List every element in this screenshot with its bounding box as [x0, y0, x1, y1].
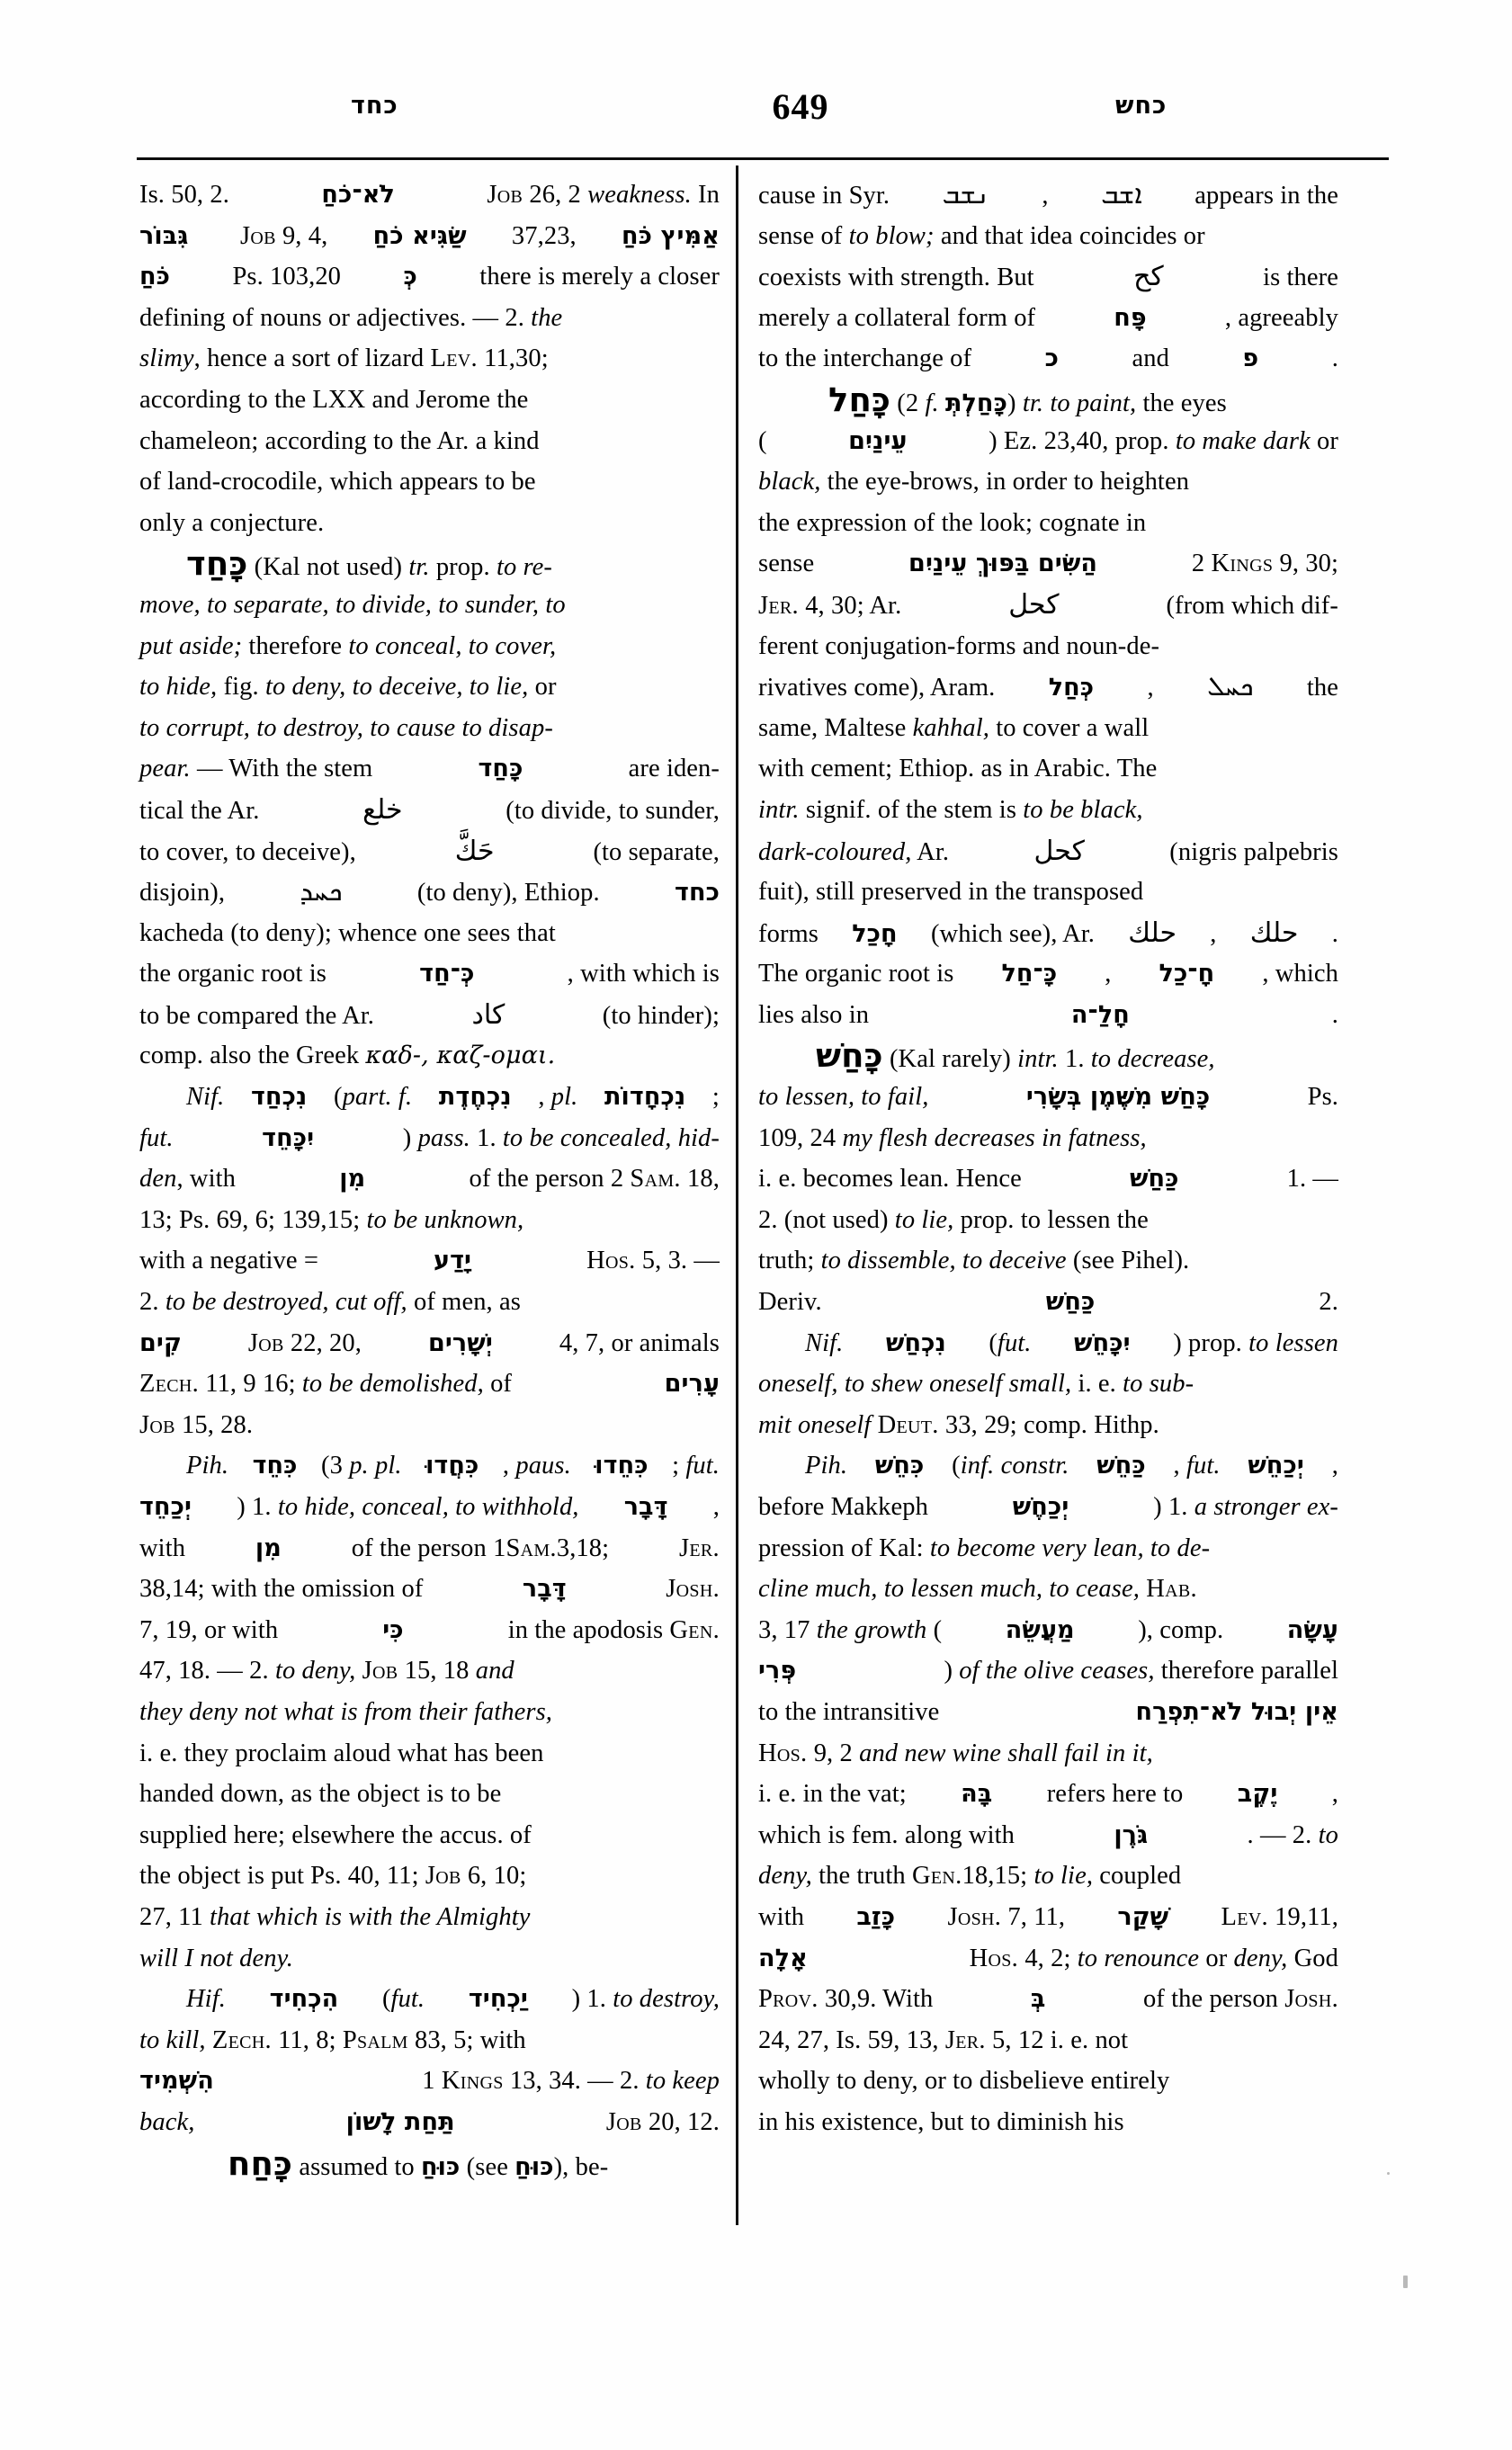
text-line: פְּרִי ) of the olive ceases, therefore parallel — [758, 1657, 1338, 1685]
scan-speck — [1387, 2172, 1390, 2175]
text-line: will I not deny. — [139, 1944, 293, 1972]
text-line: put aside; therefore to conceal, to cover, — [139, 631, 557, 660]
text-line: which is fem. along with גֹּרֶן . — 2. to — [758, 1820, 1338, 1849]
text-line: according to the LXX and Jerome the — [139, 385, 529, 414]
text-line: כֹּחַ Ps. 103,20 כְּ there is merely a closer — [139, 263, 720, 291]
text-line: move, to separate, to divide, to sunder, to — [139, 590, 566, 619]
text-line: kacheda (to deny); whence one sees that — [139, 918, 556, 947]
scan-speck — [1403, 2276, 1408, 2288]
text-line: 3, 17 the growth ( מַעֲשֵׂה ), comp. עָשָׂה — [758, 1615, 1338, 1644]
text-line: גִּבּוֹר Job 9, 4, שַׂגִּיא כֹחַ 37,23, אַמִּיץ כֹּחַ — [139, 221, 720, 250]
text-line: the object is put Ps. 40, 11; Job 6, 10; — [139, 1862, 527, 1891]
right-column — [758, 174, 1338, 2143]
text-line: יְכַחֵד ) 1. to hide, conceal, to withhold, דָּבָר , — [139, 1493, 720, 1521]
text-line: rivatives come), Aram. כְּחַל , ܟܚܠ the — [758, 671, 1338, 703]
entry-heading-kachash: כָּחַשׁ (Kal rarely) intr. 1. to decrease, — [816, 1036, 1215, 1076]
text-line: 109, 24 my flesh decreases in fatness, — [758, 1123, 1147, 1152]
text-line: Nif. נִכְחַשׁ (fut. יִכָּחֵשׁ ) prop. to lessen — [805, 1328, 1338, 1357]
text-line: to be compared the Ar. كاد (to hinder); — [139, 998, 720, 1031]
text-line: pression of Kal: to become very lean, to de- — [758, 1533, 1211, 1562]
text-line: tical the Ar. خلع (to divide, to sunder, — [139, 793, 720, 826]
text-line: den, with מִן of the person 2 Sam. 18, — [139, 1165, 720, 1194]
text-line: 38,14; with the omission of דָּבָר Josh. — [139, 1575, 720, 1604]
text-line: the organic root is כְּ־חַד , with which is — [139, 960, 720, 988]
text-line: Deriv. כַּחַשׁ 2. — [758, 1288, 1338, 1317]
text-line: before Makkeph יְכַחֶשׁ ) 1. a stronger ex- — [758, 1493, 1338, 1521]
text-line: 7, 19, or with כִּי in the apodosis Gen. — [139, 1615, 720, 1644]
text-line: to kill, Zech. 11, 8; Psalm 83, 5; with — [139, 2025, 526, 2054]
text-line: pear. — With the stem כָּחַד are iden- — [139, 755, 720, 783]
text-line: 27, 11 that which is with the Almighty — [139, 1902, 531, 1931]
text-line: fut. יִכָּחֵד ) pass. 1. to be concealed, hid- — [139, 1123, 720, 1152]
running-head-left: כחד — [351, 92, 398, 120]
text-line: i. e. in the vat; בָּהּ refers here to יֶקֶב , — [758, 1780, 1338, 1809]
text-line: 47, 18. — 2. to deny, Job 15, 18 and — [139, 1657, 514, 1685]
text-line: they deny not what is from their fathers, — [139, 1697, 553, 1726]
text-line: to cover, to deceive), حَكَّ (to separate, — [139, 835, 720, 867]
text-line: back, תַּחַת לָשׁוֹן Job 20, 12. — [139, 2107, 720, 2136]
text-line: with כָּזַב Josh. 7, 11, שָׁקַר Lev. 19,11, — [758, 1902, 1338, 1931]
text-line: forms חָכַל (which see), Ar. حلك , حلك . — [758, 917, 1338, 949]
text-line: same, Maltese kahhal, to cover a wall — [758, 713, 1150, 742]
text-line: handed down, as the object is to be — [139, 1780, 502, 1809]
text-line: Zech. 11, 9 16; to be demolished, of עָרִים — [139, 1370, 720, 1399]
text-line: with cement; Ethiop. as in Arabic. The — [758, 755, 1158, 783]
column-divider-rule — [736, 165, 738, 2225]
text-line: disjoin), ܟܚܕ (to deny), Ethiop. כחד — [139, 876, 720, 908]
text-line: Jer. 4, 30; Ar. كحل (from which dif- — [758, 588, 1338, 621]
text-line: 24, 27, Is. 59, 13, Jer. 5, 12 i. e. not — [758, 2025, 1129, 2054]
entry-heading-kachal: כָּחַל (2 f. כָּחַלְתְּ) tr. to paint, the eyes — [828, 380, 1227, 419]
text-line: ferent conjugation-forms and noun-de- — [758, 631, 1160, 660]
text-line: sense of to blow; and that idea coincides or — [758, 221, 1205, 250]
text-line: merely a collateral form of פָּח , agreeably — [758, 303, 1338, 332]
text-line: Job 15, 28. — [139, 1410, 254, 1439]
text-line: 13; Ps. 69, 6; 139,15; to be unknown, — [139, 1205, 524, 1234]
text-line: dark-coloured, Ar. كحل (nigris palpebris — [758, 835, 1338, 867]
text-line: Pih. כִּחֵשׁ (inf. constr. כַּחֵשׁ , fut. יְכַחֵשׁ , — [805, 1452, 1338, 1480]
text-line: to the intransitive אֵין יְבוּל לֹא־תִפְרַח — [758, 1697, 1338, 1726]
text-line: קִים Job 22, 20, יְשָׁרִים 4, 7, or animals — [139, 1328, 720, 1357]
text-line: Hif. הִכְחִיד (fut. יַכְחִיד ) 1. to destroy, — [186, 1985, 720, 2014]
text-line: to hide, fig. to deny, to deceive, to lie, or — [139, 673, 557, 702]
running-head — [135, 79, 1394, 142]
text-line: The organic root is כָּ־חַל , חָ־כַל , which — [758, 960, 1338, 988]
text-line: supplied here; elsewhere the accus. of — [139, 1820, 532, 1849]
text-line: i. e. they proclaim aloud what has been — [139, 1739, 544, 1767]
text-line: ( עֵינַיִם ) Ez. 23,40, prop. to make dark or — [758, 426, 1338, 455]
page-number: 649 — [772, 86, 829, 127]
text-line: to the interchange of כ and פ . — [758, 344, 1338, 373]
text-line: wholly to deny, or to disbelieve entirely — [758, 2067, 1170, 2096]
text-line: with מִן of the person 1Sam.3,18; Jer. — [139, 1533, 720, 1562]
text-line: fuit), still preserved in the transposed — [758, 878, 1144, 907]
text-line: chameleon; according to the Ar. a kind — [139, 426, 540, 455]
text-line: the expression of the look; cognate in — [758, 508, 1147, 537]
text-line: 2. to be destroyed, cut off, of men, as — [139, 1288, 521, 1317]
text-line: to corrupt, to destroy, to cause to disap- — [139, 713, 553, 742]
text-line: with a negative = יָדַע Hos. 5, 3. — — [139, 1247, 720, 1275]
text-line: sense הַשִּׂים בַּפּוּךְ עֵינַיִם 2 Kings 9, 30; — [758, 550, 1338, 578]
entry-heading-kachach: כָּחַח assumed to כּוּחַ (see כּוּחַ), be- — [228, 2143, 609, 2183]
text-line: slimy, hence a sort of lizard Lev. 11,30; — [139, 344, 549, 373]
text-line: הִשְׁמִיד 1 Kings 13, 34. — 2. to keep — [139, 2067, 720, 2096]
text-line: oneself, to shew oneself small, i. e. to sub- — [758, 1370, 1194, 1399]
running-head-right: כחש — [1115, 92, 1168, 120]
text-line: lies also in חָלַ־ה . — [758, 1000, 1338, 1029]
text-line: cause in Syr. ܢܫܒ , ܐܫܒ appears in the — [758, 179, 1338, 210]
text-line: Prov. 30,9. With בְּ of the person Josh. — [758, 1985, 1338, 2014]
text-line: mit oneself Deut. 33, 29; comp. Hithp. — [758, 1410, 1159, 1439]
text-line: 2. (not used) to lie, prop. to lessen the — [758, 1205, 1149, 1234]
text-line: in his existence, but to diminish his — [758, 2107, 1124, 2136]
text-line: of land-crocodile, which appears to be — [139, 468, 536, 496]
text-line: to lessen, to fail, כָּחַשׁ מִשֶּׁמֶן בְּשָׂרִי Ps. — [758, 1083, 1338, 1112]
header-rule — [137, 157, 1389, 160]
left-column — [139, 174, 720, 2184]
text-line: Is. 50, 2. לֹא־כֹחַ Job 26, 2 weakness. In — [139, 181, 720, 209]
text-line: Nif. נִכְחַד (part. f. נִכְחֶדֶת , pl. נִכְחָדוֹת ; — [186, 1083, 720, 1112]
text-line: deny, the truth Gen.18,15; to lie, coupled — [758, 1862, 1182, 1891]
text-line: black, the eye-brows, in order to heighten — [758, 468, 1190, 496]
text-line: truth; to dissemble, to deceive (see Pihel). — [758, 1247, 1190, 1275]
text-line: Pih. כִּחֵד (3 p. pl. כִּחֲדוּ , paus. כִּחֵדוּ ; fut. — [186, 1452, 720, 1480]
text-line: Hos. 9, 2 and new wine shall fail in it, — [758, 1739, 1153, 1767]
entry-heading-kachad: כָּחַד (Kal not used) tr. prop. to re- — [186, 544, 553, 584]
text-line: only a conjecture. — [139, 508, 325, 537]
text-line: intr. signif. of the stem is to be black, — [758, 795, 1143, 824]
text-line: defining of nouns or adjectives. — 2. the — [139, 303, 563, 332]
text-line: i. e. becomes lean. Hence כַּחַשׁ 1. — — [758, 1165, 1338, 1194]
text-line: comp. also the Greek καδ-, καζ-ομαι. — [139, 1042, 556, 1070]
text-line: אָלָה Hos. 4, 2; to renounce or deny, God — [758, 1944, 1338, 1972]
text-line: cline much, to lessen much, to cease, Hab. — [758, 1575, 1197, 1604]
text-line: coexists with strength. But كح is there — [758, 261, 1338, 293]
